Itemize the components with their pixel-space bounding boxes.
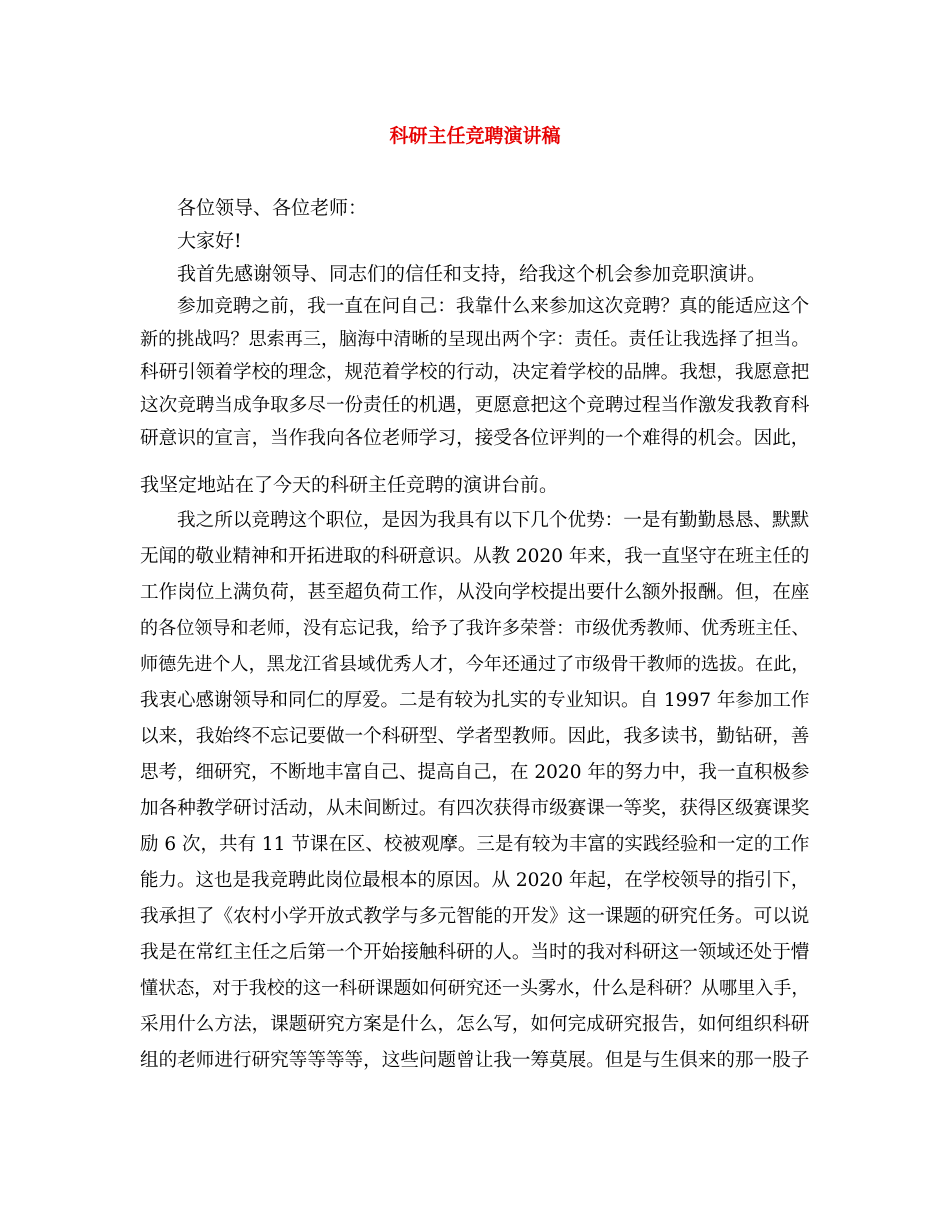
text-line: 思考，细研究，不断地丰富自己、提高自己，在 2020 年的努力中，我一直积极参: [140, 762, 810, 783]
text-line: 我承担了《农村小学开放式教学与多元智能的开发》这一课题的研究任务。可以说: [140, 906, 810, 927]
text-line: 这次竞聘当成争取多尽一份责任的机遇，更愿意把这个竞聘过程当作激发我教育科: [140, 395, 810, 416]
text-line: 励 6 次，共有 11 节课在区、校被观摩。三是有较为丰富的实践经验和一定的工作: [140, 834, 810, 855]
text-line: 加各种教学研讨活动，从未间断过。有四次获得市级赛课一等奖，获得区级赛课奖: [140, 798, 810, 819]
page-title: 科研主任竞聘演讲稿: [389, 125, 561, 147]
text-line: 组的老师进行研究等等等等，这些问题曾让我一筹莫展。但是与生俱来的那一股子: [140, 1050, 810, 1071]
text-line: 科研引领着学校的理念，规范着学校的行动，决定着学校的品牌。我想，我愿意把: [140, 362, 810, 383]
text-line: 以来，我始终不忘记要做一个科研型、学者型教师。因此，我多读书，勤钻研，善: [140, 726, 810, 747]
text-line: 研意识的宣言，当作我向各位老师学习，接受各位评判的一个难得的机会。因此，: [140, 428, 810, 449]
text-line: 我首先感谢领导、同志们的信任和支持，给我这个机会参加竞职演讲。: [177, 263, 767, 285]
text-line: 工作岗位上满负荷，甚至超负荷工作，从没向学校提出要什么额外报酬。但，在座: [140, 582, 810, 603]
text-line: 采用什么方法，课题研究方案是什么，怎么写，如何完成研究报告，如何组织科研: [140, 1014, 810, 1035]
text-line: 懂状态，对于我校的这一科研课题如何研究还一头雾水，什么是科研？从哪里入手，: [140, 978, 810, 999]
text-line: 无闻的敬业精神和开拓进取的科研意识。从教 2020 年来，我一直坚守在班主任的: [140, 546, 810, 567]
text-line: 我是在常红主任之后第一个开始接触科研的人。当时的我对科研这一领域还处于懵: [140, 942, 810, 963]
text-line: 的各位领导和老师，没有忘记我，给予了我许多荣誉：市级优秀教师、优秀班主任、: [140, 618, 810, 639]
text-line: 我坚定地站在了今天的科研主任竞聘的演讲台前。: [140, 474, 559, 496]
text-line: 新的挑战吗？思索再三，脑海中清晰的呈现出两个字：责任。责任让我选择了担当。: [140, 329, 810, 350]
text-line: 师德先进个人，黑龙江省县域优秀人才，今年还通过了市级骨干教师的选拔。在此，: [140, 654, 810, 675]
text-line: 能力。这也是我竞聘此岗位最根本的原因。从 2020 年起，在学校领导的指引下，: [140, 870, 810, 891]
text-line: 各位领导、各位老师：: [177, 197, 368, 219]
text-line: 大家好!: [177, 230, 242, 252]
text-line: 我衷心感谢领导和同仁的厚爱。二是有较为扎实的专业知识。自 1997 年参加工作: [140, 690, 810, 711]
text-line: 参加竞聘之前，我一直在问自己：我靠什么来参加这次竞聘？真的能适应这个: [177, 296, 810, 317]
text-line: 我之所以竞聘这个职位，是因为我具有以下几个优势：一是有勤勤恳恳、默默: [177, 510, 810, 531]
